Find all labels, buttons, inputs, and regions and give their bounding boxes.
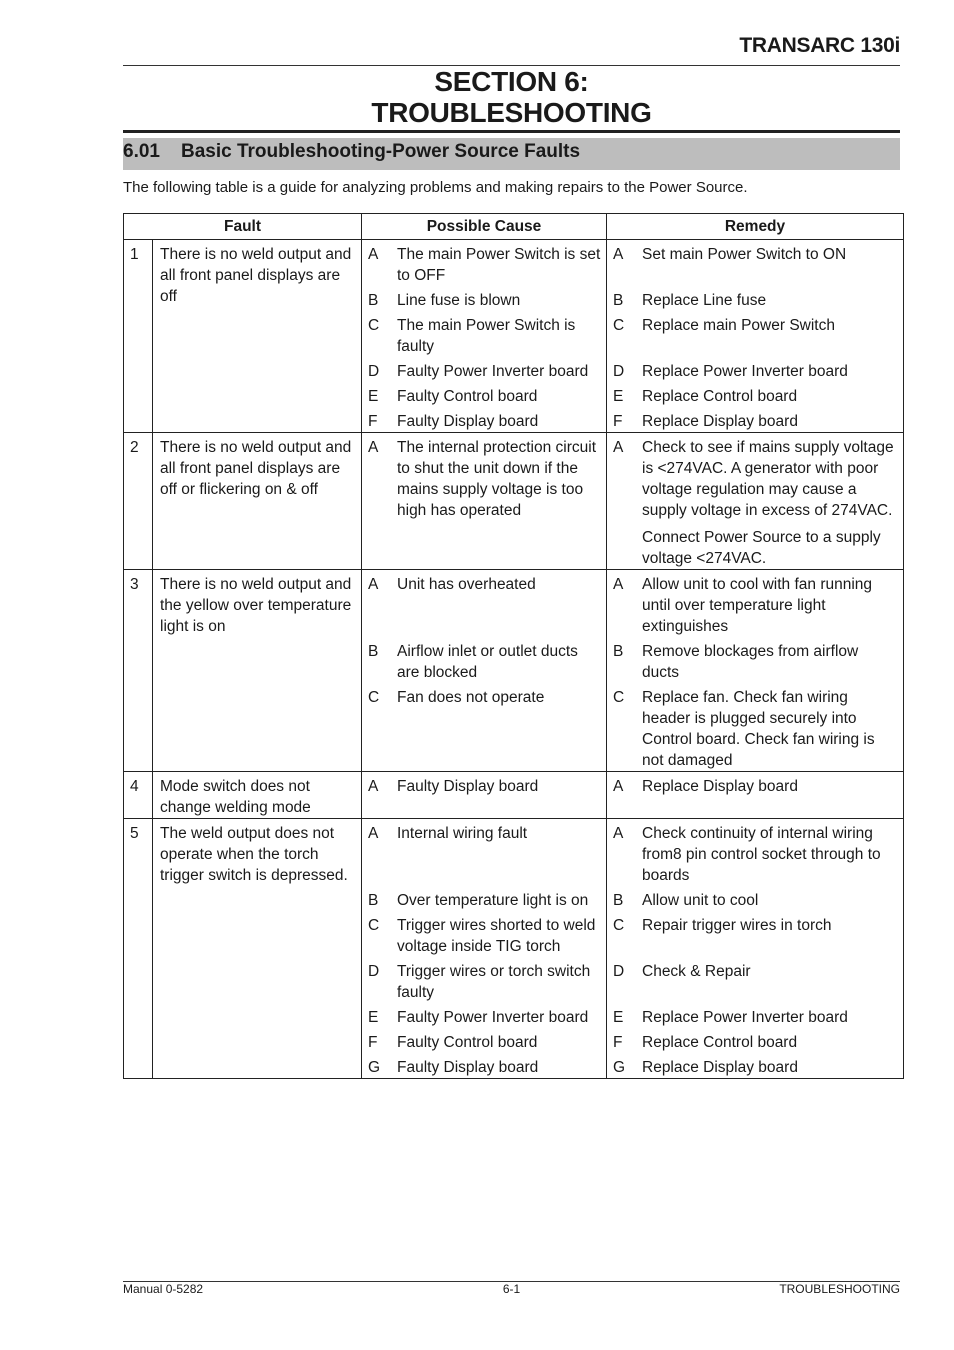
remedy-item: [607, 1053, 903, 1078]
remedy-letter: B: [613, 292, 624, 309]
cause-item: [362, 357, 606, 382]
remedy-item: [607, 311, 903, 336]
remedy-text: Allow unit to cool: [642, 892, 759, 909]
remedy-letter: B: [613, 643, 624, 660]
cause-letter: A: [368, 576, 379, 593]
cause-cell: [362, 286, 607, 311]
cause-cell: [362, 772, 607, 819]
remedy-letter: C: [613, 317, 625, 334]
remedy-text: Replace Display board: [642, 778, 798, 795]
section-title-line1: SECTION 6:: [434, 66, 589, 97]
cause-text: Fan does not operate: [397, 689, 545, 706]
cause-text: Faulty Display board: [397, 413, 539, 430]
remedy-cell: [607, 240, 904, 287]
remedy-cell: [607, 433, 904, 522]
cause-cell: [362, 637, 607, 683]
remedy-text: Replace Display board: [642, 1059, 798, 1076]
cause-item: [362, 433, 606, 521]
cause-cell: [362, 911, 607, 957]
remedy-cell: [607, 911, 904, 957]
fault-description: There is no weld output and all front panel displays are off: [160, 246, 352, 305]
cause-text: Faulty Display board: [397, 778, 539, 795]
fault-number: 3: [130, 576, 139, 593]
remedy-letter: A: [613, 778, 624, 795]
remedy-text: Repair trigger wires in torch: [642, 917, 832, 934]
fault-number: 4: [130, 778, 139, 795]
remedy-letter: D: [613, 963, 625, 980]
fault-number-cell: [124, 240, 153, 433]
cause-item: [362, 957, 606, 1003]
remedy-letter: D: [613, 363, 625, 380]
table-row: [124, 772, 904, 819]
remedy-cell: [607, 286, 904, 311]
cause-text: Trigger wires or torch switch faulty: [397, 963, 591, 1001]
remedy-cell: [607, 957, 904, 1003]
cause-text: The internal protection circuit to shut the unit down if the mains supply voltage is too high has operated: [397, 439, 597, 519]
cause-cell: [362, 819, 607, 887]
remedy-text: Check to see if mains supply voltage is <274VAC. A generator with poor voltage regulation may cause a supply voltage in excess of 274VAC.: [642, 439, 894, 519]
fault-number-cell: [124, 819, 153, 1079]
cause-item: [362, 1053, 606, 1078]
remedy-item: [607, 521, 903, 569]
cause-text: Faulty Display board: [397, 1059, 539, 1076]
cause-cell: [362, 1003, 607, 1028]
remedy-text: Replace main Power Switch: [642, 317, 835, 334]
cause-item: [362, 1003, 606, 1028]
remedy-item: [607, 1028, 903, 1053]
cause-text: Faulty Power Inverter board: [397, 363, 589, 380]
cause-letter: C: [368, 689, 380, 706]
fault-description: The weld output does not operate when the torch trigger switch is depressed.: [160, 825, 348, 884]
table-row: [124, 240, 904, 287]
cause-item: [362, 1028, 606, 1053]
cause-item: [362, 570, 606, 595]
remedy-item: [607, 433, 903, 521]
cause-cell: [362, 683, 607, 772]
table-row: [124, 819, 904, 887]
remedy-text: Check & Repair: [642, 963, 751, 980]
cause-cell: [362, 311, 607, 357]
remedy-letter: F: [613, 413, 623, 430]
remedy-item: [607, 637, 903, 683]
fault-number-cell: [124, 772, 153, 819]
cause-cell: [362, 357, 607, 382]
fault-number-cell: [124, 570, 153, 772]
remedy-item: [607, 683, 903, 771]
remedy-item: [607, 357, 903, 382]
subsection-number: 6.01: [123, 141, 160, 162]
table-row: [124, 570, 904, 638]
cause-text: Internal wiring fault: [397, 825, 528, 842]
product-name: TRANSARC 130i: [739, 34, 900, 57]
cause-text: Faulty Power Inverter board: [397, 1009, 589, 1026]
cause-item: [362, 637, 606, 683]
fault-description: There is no weld output and the yellow over temperature light is on: [160, 576, 352, 635]
footer-manual-number: Manual 0-5282: [123, 1282, 204, 1296]
subsection-title: Basic Troubleshooting-Power Source Faults: [181, 141, 581, 162]
cause-item: [362, 240, 606, 286]
fault-number: 2: [130, 439, 139, 456]
remedy-letter: A: [613, 825, 624, 842]
remedy-cell: [607, 1028, 904, 1053]
remedy-letter: B: [613, 892, 624, 909]
cause-letter: D: [368, 963, 380, 980]
remedy-letter: [613, 527, 642, 569]
cause-text: Line fuse is blown: [397, 292, 521, 309]
cause-item: [362, 407, 606, 432]
remedy-item: [607, 570, 903, 637]
cause-cell: [362, 521, 607, 570]
cause-text: The main Power Switch is set to OFF: [397, 246, 601, 284]
remedy-cell: [607, 311, 904, 357]
cause-letter: A: [368, 246, 379, 263]
cause-cell: [362, 433, 607, 522]
cause-item: [362, 382, 606, 407]
remedy-cell: [607, 886, 904, 911]
remedy-cell: [607, 772, 904, 819]
remedy-item: [607, 1003, 903, 1028]
cause-text: Airflow inlet or outlet ducts are blocked: [397, 643, 578, 681]
remedy-cell: [607, 407, 904, 433]
remedy-cell: [607, 382, 904, 407]
fault-description-cell: [153, 433, 362, 570]
cause-cell: [362, 886, 607, 911]
intro-paragraph: The following table is a guide for analyzing problems and making repairs to the Power Source.: [123, 179, 748, 196]
cause-letter: F: [368, 413, 378, 430]
cause-cell: [362, 570, 607, 638]
cause-letter: F: [368, 1034, 378, 1051]
remedy-text: Replace Power Inverter board: [642, 363, 848, 380]
section-title: [123, 66, 900, 128]
cause-item: [362, 911, 606, 957]
cause-letter: C: [368, 317, 380, 334]
cause-item: [362, 683, 606, 708]
footer-section-name: TROUBLESHOOTING: [779, 1282, 900, 1296]
remedy-text: Check continuity of internal wiring from8 pin control socket through to boards: [642, 825, 881, 884]
section-title-line2: TROUBLESHOOTING: [371, 97, 652, 128]
remedy-text: Replace fan. Check fan wiring header is plugged securely into Control board. Check fan wiring is not damaged: [642, 689, 875, 769]
remedy-text: Replace Line fuse: [642, 292, 767, 309]
remedy-text: Remove blockages from airflow ducts: [642, 643, 859, 681]
remedy-letter: E: [613, 388, 624, 405]
remedy-item: [607, 886, 903, 911]
cause-text: Faulty Control board: [397, 1034, 538, 1051]
cause-text: Trigger wires shorted to weld voltage inside TIG torch: [397, 917, 596, 955]
fault-description-cell: [153, 240, 362, 433]
remedy-text: Set main Power Switch to ON: [642, 246, 847, 263]
fault-number-cell: [124, 433, 153, 570]
remedy-item: [607, 819, 903, 886]
cause-letter: B: [368, 292, 379, 309]
table-header-row: [124, 214, 904, 240]
cause-letter: B: [368, 643, 379, 660]
remedy-letter: A: [613, 576, 624, 593]
remedy-letter: F: [613, 1034, 623, 1051]
section-rule: [123, 130, 900, 133]
remedy-item: [607, 407, 903, 432]
remedy-letter: A: [613, 439, 624, 456]
remedy-cell: [607, 683, 904, 772]
subsection-heading: [123, 138, 900, 170]
header-remedy: Remedy: [607, 214, 904, 240]
header-fault: Fault: [124, 214, 362, 240]
cause-item: [362, 772, 606, 797]
remedy-cell: [607, 1003, 904, 1028]
cause-letter: A: [368, 825, 379, 842]
fault-number: 5: [130, 825, 139, 842]
cause-letter: E: [368, 388, 379, 405]
remedy-cell: [607, 570, 904, 638]
footer-page-number: 6-1: [502, 1282, 521, 1296]
remedy-text: Replace Power Inverter board: [642, 1009, 848, 1026]
troubleshooting-table: [123, 213, 904, 1079]
remedy-item: [607, 382, 903, 407]
cause-cell: [362, 382, 607, 407]
fault-description: There is no weld output and all front panel displays are off or flickering on & off: [160, 439, 352, 498]
remedy-text: Replace Display board: [642, 413, 798, 430]
fault-description: Mode switch does not change welding mode: [160, 778, 311, 816]
cause-item: [362, 311, 606, 357]
cause-letter: E: [368, 1009, 379, 1026]
table-body: [124, 240, 904, 1079]
cause-letter: C: [368, 917, 380, 934]
cause-item: [362, 286, 606, 311]
remedy-cell: [607, 357, 904, 382]
remedy-item: [607, 957, 903, 982]
cause-cell: [362, 1028, 607, 1053]
cause-item: [362, 521, 606, 527]
cause-item: [362, 886, 606, 911]
remedy-item: [607, 772, 903, 797]
cause-text: Over temperature light is on: [397, 892, 589, 909]
remedy-cell: [607, 1053, 904, 1079]
remedy-text: Replace Control board: [642, 388, 798, 405]
cause-letter: B: [368, 892, 379, 909]
remedy-item: [607, 286, 903, 311]
header-cause: Possible Cause: [362, 214, 607, 240]
remedy-cell: [607, 819, 904, 887]
cause-letter: A: [368, 439, 379, 456]
cause-letter: G: [368, 1059, 381, 1076]
cause-text: The main Power Switch is faulty: [397, 317, 576, 355]
fault-description-cell: [153, 570, 362, 772]
fault-description-cell: [153, 772, 362, 819]
remedy-letter: G: [613, 1059, 626, 1076]
remedy-text: Allow unit to cool with fan running until over temperature light extinguishes: [642, 576, 873, 635]
fault-number: 1: [130, 246, 139, 263]
remedy-cell: [607, 637, 904, 683]
remedy-item: [607, 911, 903, 936]
fault-description-cell: [153, 819, 362, 1079]
cause-text: Unit has overheated: [397, 576, 536, 593]
cause-letter: A: [368, 778, 379, 795]
cause-cell: [362, 240, 607, 287]
remedy-letter: E: [613, 1009, 624, 1026]
remedy-letter: C: [613, 689, 625, 706]
remedy-text: Connect Power Source to a supply voltage <274VAC.: [642, 529, 881, 567]
remedy-letter: A: [613, 246, 624, 263]
cause-text: Faulty Control board: [397, 388, 538, 405]
table-row: [124, 433, 904, 522]
remedy-text: Replace Control board: [642, 1034, 798, 1051]
cause-cell: [362, 407, 607, 433]
remedy-letter: C: [613, 917, 625, 934]
cause-cell: [362, 957, 607, 1003]
cause-item: [362, 819, 606, 844]
cause-cell: [362, 1053, 607, 1079]
remedy-item: [607, 240, 903, 265]
cause-letter: D: [368, 363, 380, 380]
remedy-cell: [607, 521, 904, 570]
